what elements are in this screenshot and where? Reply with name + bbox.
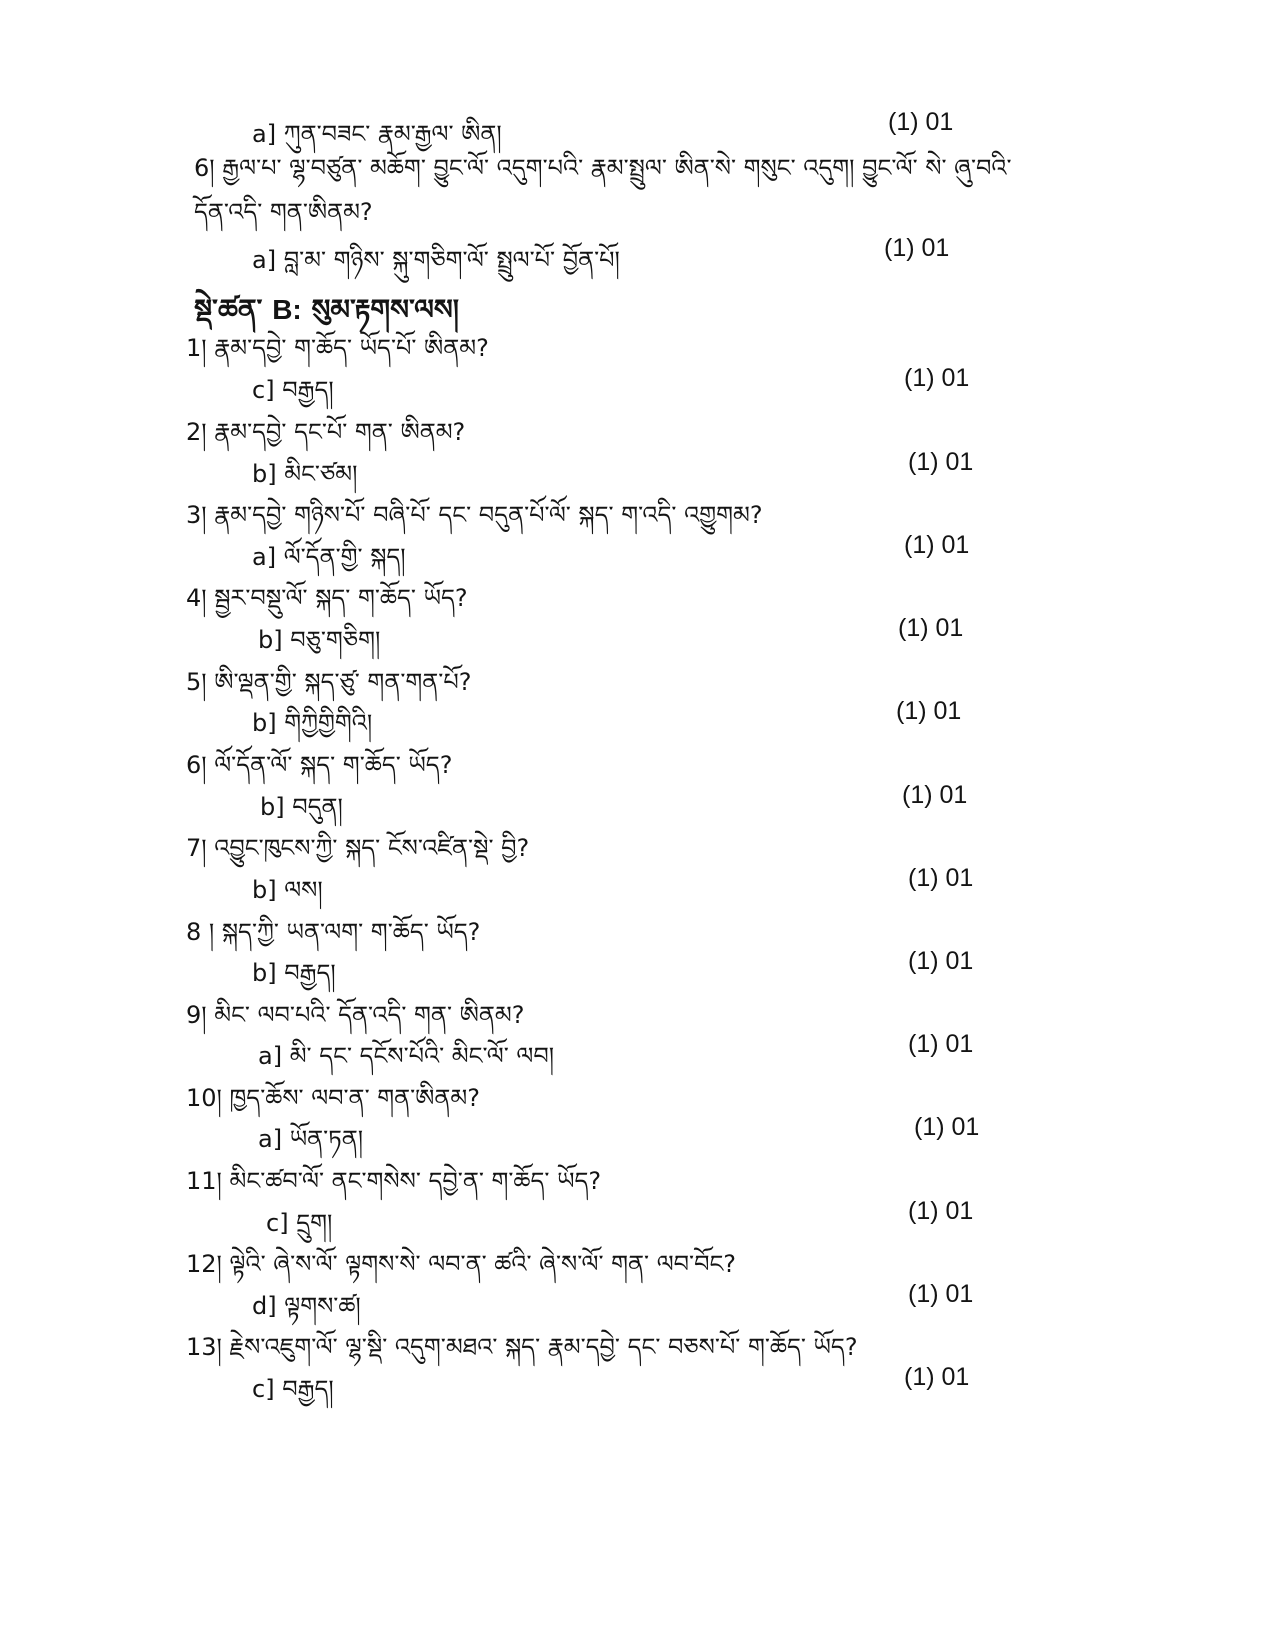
question-text: 13། རྗེས་འཇུག་ལོ་ ལྷ་སྡི་ འདུག་མཐའ་ སྐད་ རྣམ་དབྱེ་ དང་ བཅས་པོ་ ག་ཆོད་ ཡོད? xyxy=(186,1333,858,1361)
question-text: 8 ། སྐད་ཀྱི་ ཡན་ལག་ ག་ཆོད་ ཡོད? xyxy=(186,918,481,946)
answer-text: b] བརྒྱད། xyxy=(252,959,336,987)
question-text: 9། མིང་ ལབ་པའི་ དོན་འདི་ གན་ ཨིནམ? xyxy=(186,1001,525,1029)
mark: (1) 01 xyxy=(908,1197,974,1225)
answer-text: c] བརྒྱད། xyxy=(252,1375,334,1403)
answer-text: a] ལོ་དོན་གྱི་ སྐད། xyxy=(252,543,406,571)
mark: (1) 01 xyxy=(904,364,970,392)
question-text: 6། རྒྱལ་པ་ ལྷ་བཙུན་ མཆོག་ བྱུང་ལོ་ འདུག་པའི་ རྣམ་སྤྲུལ་ ཨིན་སེ་ གསུང་ འདུག། བྱུང་ལོ་ སེ་ ཞུ་བའི་ དོན་འདི་ གན་ཨིནམ? xyxy=(194,154,1012,226)
answer-text: b] མིང་ཙམ། xyxy=(252,460,358,488)
heading-prefix: སྡེ་ཚན་ xyxy=(194,293,263,326)
mark: (1) 01 xyxy=(914,1113,980,1141)
question-text: 3། རྣམ་དབྱེ་ གཉིས་པོ་ བཞི་པོ་ དང་ བདུན་པོ་ལོ་ སྐད་ ག་འདི་ འགྱུགམ? xyxy=(186,501,763,529)
mark: (1) 01 xyxy=(884,234,950,262)
question-text: 4། སྦྱར་བསྡུ་ལོ་ སྐད་ ག་ཆོད་ ཡོད? xyxy=(186,584,468,612)
heading-label: B: xyxy=(272,294,302,325)
mark: (1) 01 xyxy=(908,1280,974,1308)
mark: (1) 01 xyxy=(908,864,974,892)
question-text: 5། ཨི་ལྡན་གྱི་ སྐད་ཙུ་ གན་གན་པོ? xyxy=(186,668,472,696)
answer-text: b] ལས། xyxy=(252,876,323,904)
question-text: 11། མིང་ཚབ་ལོ་ ནང་གསེས་ དབྱེ་ན་ ག་ཆོད་ ཡོད? xyxy=(186,1167,602,1195)
heading-suffix: སུམ་རྟགས་ལས། xyxy=(311,293,459,326)
question-text: 7། འབྱུང་ཁུངས་ཀྱི་ སྐད་ ངོས་འཛིན་སྡེ་ བྱི? xyxy=(186,834,530,862)
question-text: 12། ལྟེའི་ ཞེ་ས་ལོ་ ལྟགས་སེ་ ལབ་ན་ ཚའི་ ཞེ་ས་ལོ་ གན་ ལབ་བོང? xyxy=(186,1250,737,1278)
answer-text: d] ལྟགས་ཚ། xyxy=(252,1292,361,1320)
question-text: 2། རྣམ་དབྱེ་ དང་པོ་ གན་ ཨིནམ? xyxy=(186,418,466,446)
answer-text: a] བླ་མ་ གཉིས་ སྐུ་གཅིག་ལོ་ སྤྲུལ་པོ་ བྱོན་པོ། xyxy=(252,246,620,274)
mark: (1) 01 xyxy=(904,531,970,559)
answer-text: b] གིཀྱིགྱིགིའི། xyxy=(252,709,373,737)
mark: (1) 01 xyxy=(898,614,964,642)
mark: (1) 01 xyxy=(896,697,962,725)
mark: (1) 01 xyxy=(888,108,954,136)
mark: (1) 01 xyxy=(908,947,974,975)
answer-text: a] ཡོན་ཏན། xyxy=(258,1125,364,1153)
mark: (1) 01 xyxy=(904,1363,970,1391)
question-text: 6། ལོ་དོན་ལོ་ སྐད་ ག་ཆོད་ ཡོད? xyxy=(186,751,453,779)
mark: (1) 01 xyxy=(908,448,974,476)
answer-text: a] མི་ དང་ དངོས་པོའི་ མིང་ལོ་ ལབ། xyxy=(258,1042,555,1070)
answer-text: c] དྲུག། xyxy=(266,1209,333,1237)
answer-text: a] ཀུན་བཟང་ རྣམ་རྒྱལ་ ཨིན། xyxy=(252,120,502,148)
answer-text: c] བརྒྱད། xyxy=(252,376,334,404)
answer-text: b] བཅུ་གཅིག། xyxy=(258,626,381,654)
question-text: 1། རྣམ་དབྱེ་ ག་ཆོད་ ཡོད་པོ་ ཨིནམ? xyxy=(186,334,489,362)
answer-text: b] བདུན། xyxy=(260,793,343,821)
question-line xyxy=(194,146,1054,234)
mark: (1) 01 xyxy=(902,781,968,809)
question-text: 10། ཁྱད་ཆོས་ ལབ་ན་ གན་ཨིནམ? xyxy=(186,1084,480,1112)
mark: (1) 01 xyxy=(908,1030,974,1058)
